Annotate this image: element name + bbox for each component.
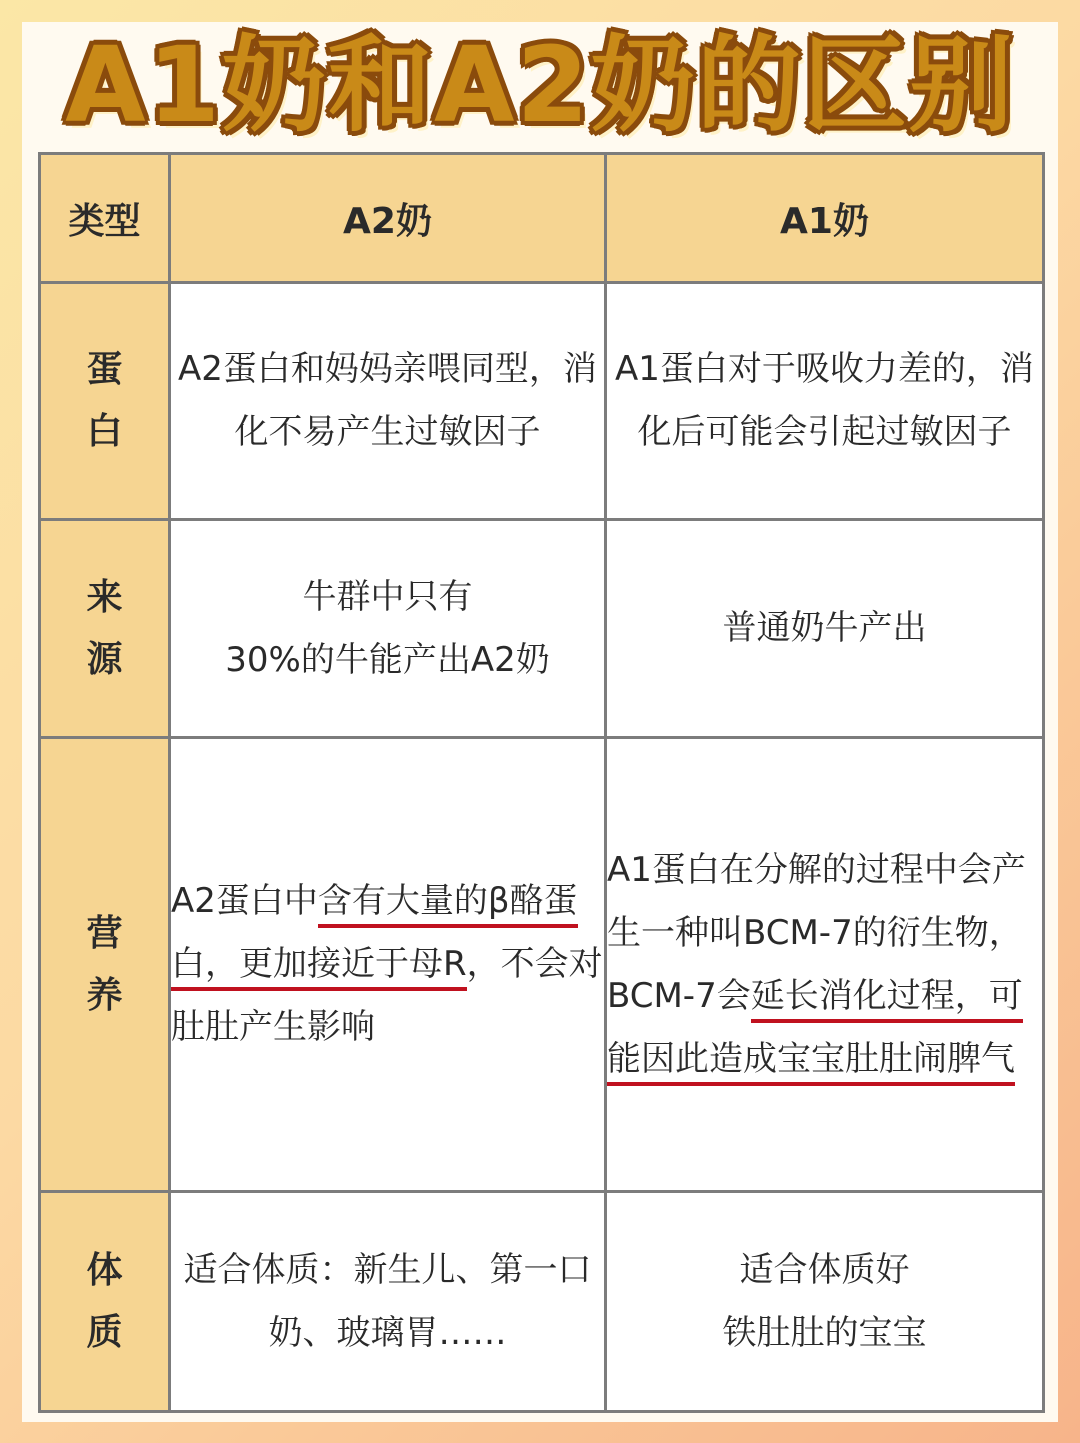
source-a2-line2: 30%的牛能产出A2奶	[225, 639, 550, 680]
cell-source-a1: 普通奶牛产出	[606, 520, 1044, 738]
row-label-constitution: 体质	[40, 1192, 170, 1412]
row-label-protein: 蛋白	[40, 283, 170, 520]
table-row-constitution	[40, 1192, 1044, 1412]
header-type: 类型	[40, 154, 170, 283]
constitution-a1-line1: 适合体质好	[739, 1249, 910, 1290]
nutrition-a1-text-1: A1蛋白在分解的过程中会产生一种叫BCM-7的衍生物，BCM-7会	[607, 849, 1026, 1016]
cell-constitution-a1	[606, 1192, 1044, 1412]
cell-protein-a1: A1蛋白对于吸收力差的，消化后可能会引起过敏因子	[606, 283, 1044, 520]
nutrition-a2-text-1: A2蛋白中	[171, 881, 318, 921]
comparison-table	[38, 152, 1045, 1413]
row-label-source: 来源	[40, 520, 170, 738]
source-a2-line1: 牛群中只有	[302, 576, 473, 617]
nutrition-a2-underlined: 含有大量的β酪蛋白，更加接近于母R	[171, 881, 578, 991]
nutrition-a1-underlined: 延长消化过程，可能因此造成宝宝肚肚闹脾气	[607, 976, 1023, 1086]
cell-nutrition-a1	[606, 738, 1044, 1192]
cell-source-a2	[170, 520, 606, 738]
header-a2: A2奶	[170, 154, 606, 283]
row-label-nutrition: 营养	[40, 738, 170, 1192]
page-title: A1奶和A2奶的区别	[65, 24, 1015, 146]
header-a1: A1奶	[606, 154, 1044, 283]
cell-constitution-a2: 适合体质：新生儿、第一口奶、玻璃胃……	[170, 1192, 606, 1412]
cell-protein-a2: A2蛋白和妈妈亲喂同型，消化不易产生过敏因子	[170, 283, 606, 520]
constitution-a1-line2: 铁肚肚的宝宝	[722, 1312, 927, 1353]
nutrition-a2-text-2: ，不会对肚肚产生影响	[171, 944, 603, 1047]
cell-nutrition-a2	[170, 738, 606, 1192]
table-header-row	[40, 154, 1044, 283]
table-row-source	[40, 520, 1044, 738]
table-row-protein	[40, 283, 1044, 520]
table-row-nutrition	[40, 738, 1044, 1192]
